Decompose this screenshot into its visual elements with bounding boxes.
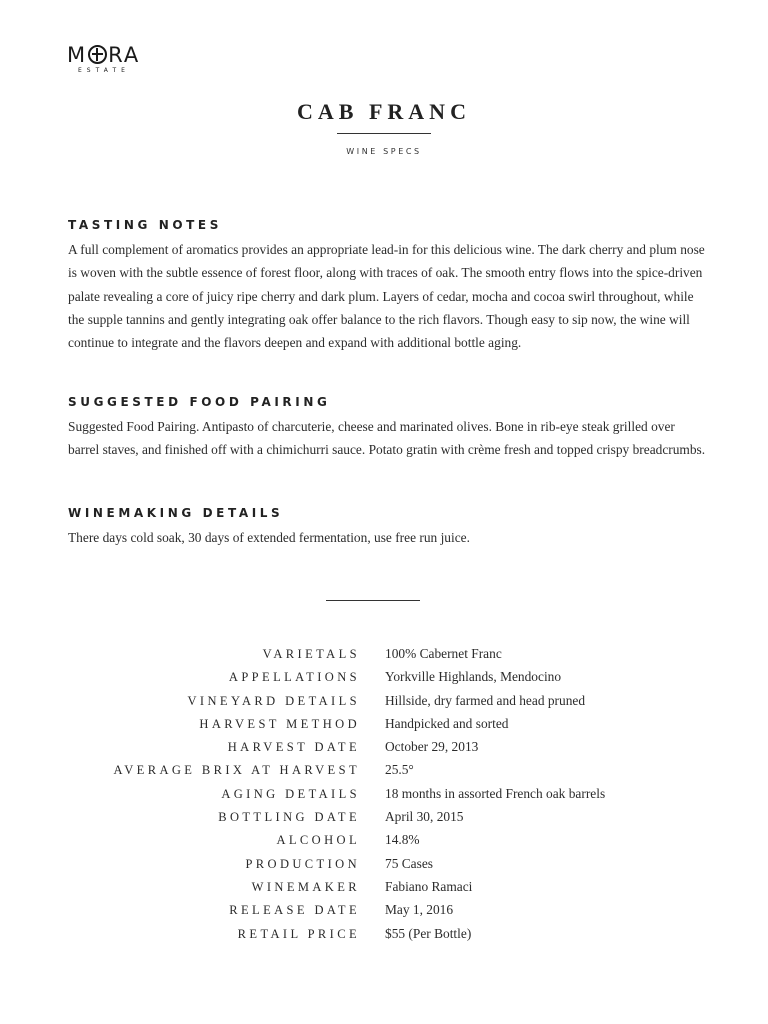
winemaking-body: There days cold soak, 30 days of extended fermentation, use free run juice. [68, 530, 470, 545]
spec-value: 75 Cases [385, 855, 433, 871]
brand-name-right: RA [108, 43, 141, 67]
brand-name-left: M [67, 43, 88, 67]
brand-wordmark [67, 44, 147, 66]
spec-value: Hillside, dry farmed and head pruned [385, 692, 586, 708]
tasting-notes-body: A full complement of aromatics provides an appropriate lead-in for this delicious wine. The dark cherry and plum nose is woven with the subtle essence of forest floor, along with traces of oak. The smooth entry flows into the spice-driven palate revealing a core of juicy ripe cherry and dark plum. Layers of cedar, mocha and cocoa swirl throughout, while the supple tannins and gently integrating oak offer balance to the rich flavors. Though easy to sip now, the wine will continue to integrate and the flavors deepen and expand with additional bottle aging. [68, 242, 705, 351]
spec-label: AGING DETAILS [221, 786, 360, 801]
brand-subline: ESTATE [78, 67, 130, 74]
spec-row-harvest-date [0, 737, 768, 760]
spec-label: AVERAGE BRIX AT HARVEST [113, 763, 360, 778]
spec-value: $55 (Per Bottle) [385, 925, 472, 941]
spec-row-production [0, 854, 768, 877]
spec-row-appellations [0, 667, 768, 690]
spec-value: Yorkville Highlands, Mendocino [385, 669, 562, 685]
spec-row-release-date [0, 900, 768, 923]
spec-value: Handpicked and sorted [385, 715, 509, 731]
spec-row-winemaker [0, 877, 768, 900]
spec-value: Fabiano Ramaci [385, 878, 473, 894]
spec-label: RETAIL PRICE [237, 926, 360, 941]
page-subtitle: WINE SPECS [346, 147, 422, 156]
spec-value: 14.8% [385, 832, 420, 848]
spec-row-harvest-method [0, 714, 768, 737]
spec-label: BOTTLING DATE [218, 810, 360, 825]
spec-label: WINEMAKER [251, 879, 360, 894]
spec-value: 18 months in assorted French oak barrels [385, 785, 606, 801]
spec-label: HARVEST DATE [227, 740, 360, 755]
spec-value: October 29, 2013 [385, 739, 479, 755]
spec-row-varietals [0, 644, 768, 667]
food-pairing-heading: SUGGESTED FOOD PAIRING [68, 395, 331, 409]
spec-label: VARIETALS [262, 647, 360, 661]
brand-logo [67, 44, 147, 74]
food-pairing-body: Suggested Food Pairing. Antipasto of charcuterie, cheese and marinated olives. Bone in rib-eye steak grilled over barrel staves, and finished off with a chimichurri sauce. Potato gratin with crème fresh and topped crispy breadcrumbs. [68, 419, 706, 458]
spec-value: 25.5° [385, 762, 414, 778]
spec-label: APPELLATIONS [228, 670, 360, 685]
spec-value: 100% Cabernet Franc [385, 646, 502, 661]
spec-label: HARVEST METHOD [199, 716, 360, 731]
spec-row-alcohol [0, 830, 768, 853]
spec-value: May 1, 2016 [385, 902, 454, 918]
tasting-notes-heading: TASTING NOTES [68, 218, 222, 232]
spec-row-average-brix [0, 760, 768, 783]
page-title: CAB FRANC [297, 99, 471, 124]
winemaking-heading: WINEMAKING DETAILS [68, 506, 284, 520]
spec-row-retail-price [0, 924, 768, 947]
spec-row-aging-details [0, 784, 768, 807]
spec-row-vineyard-details [0, 691, 768, 714]
spec-label: ALCOHOL [276, 833, 360, 848]
wine-specs-table [0, 644, 768, 947]
brand-o-cross-icon [88, 45, 107, 64]
spec-row-bottling-date [0, 807, 768, 830]
title-divider [337, 133, 431, 134]
spec-value: April 30, 2015 [385, 809, 464, 825]
spec-label: VINEYARD DETAILS [187, 693, 360, 708]
spec-label: RELEASE DATE [229, 903, 360, 918]
section-divider [326, 600, 420, 601]
spec-label: PRODUCTION [245, 856, 360, 871]
